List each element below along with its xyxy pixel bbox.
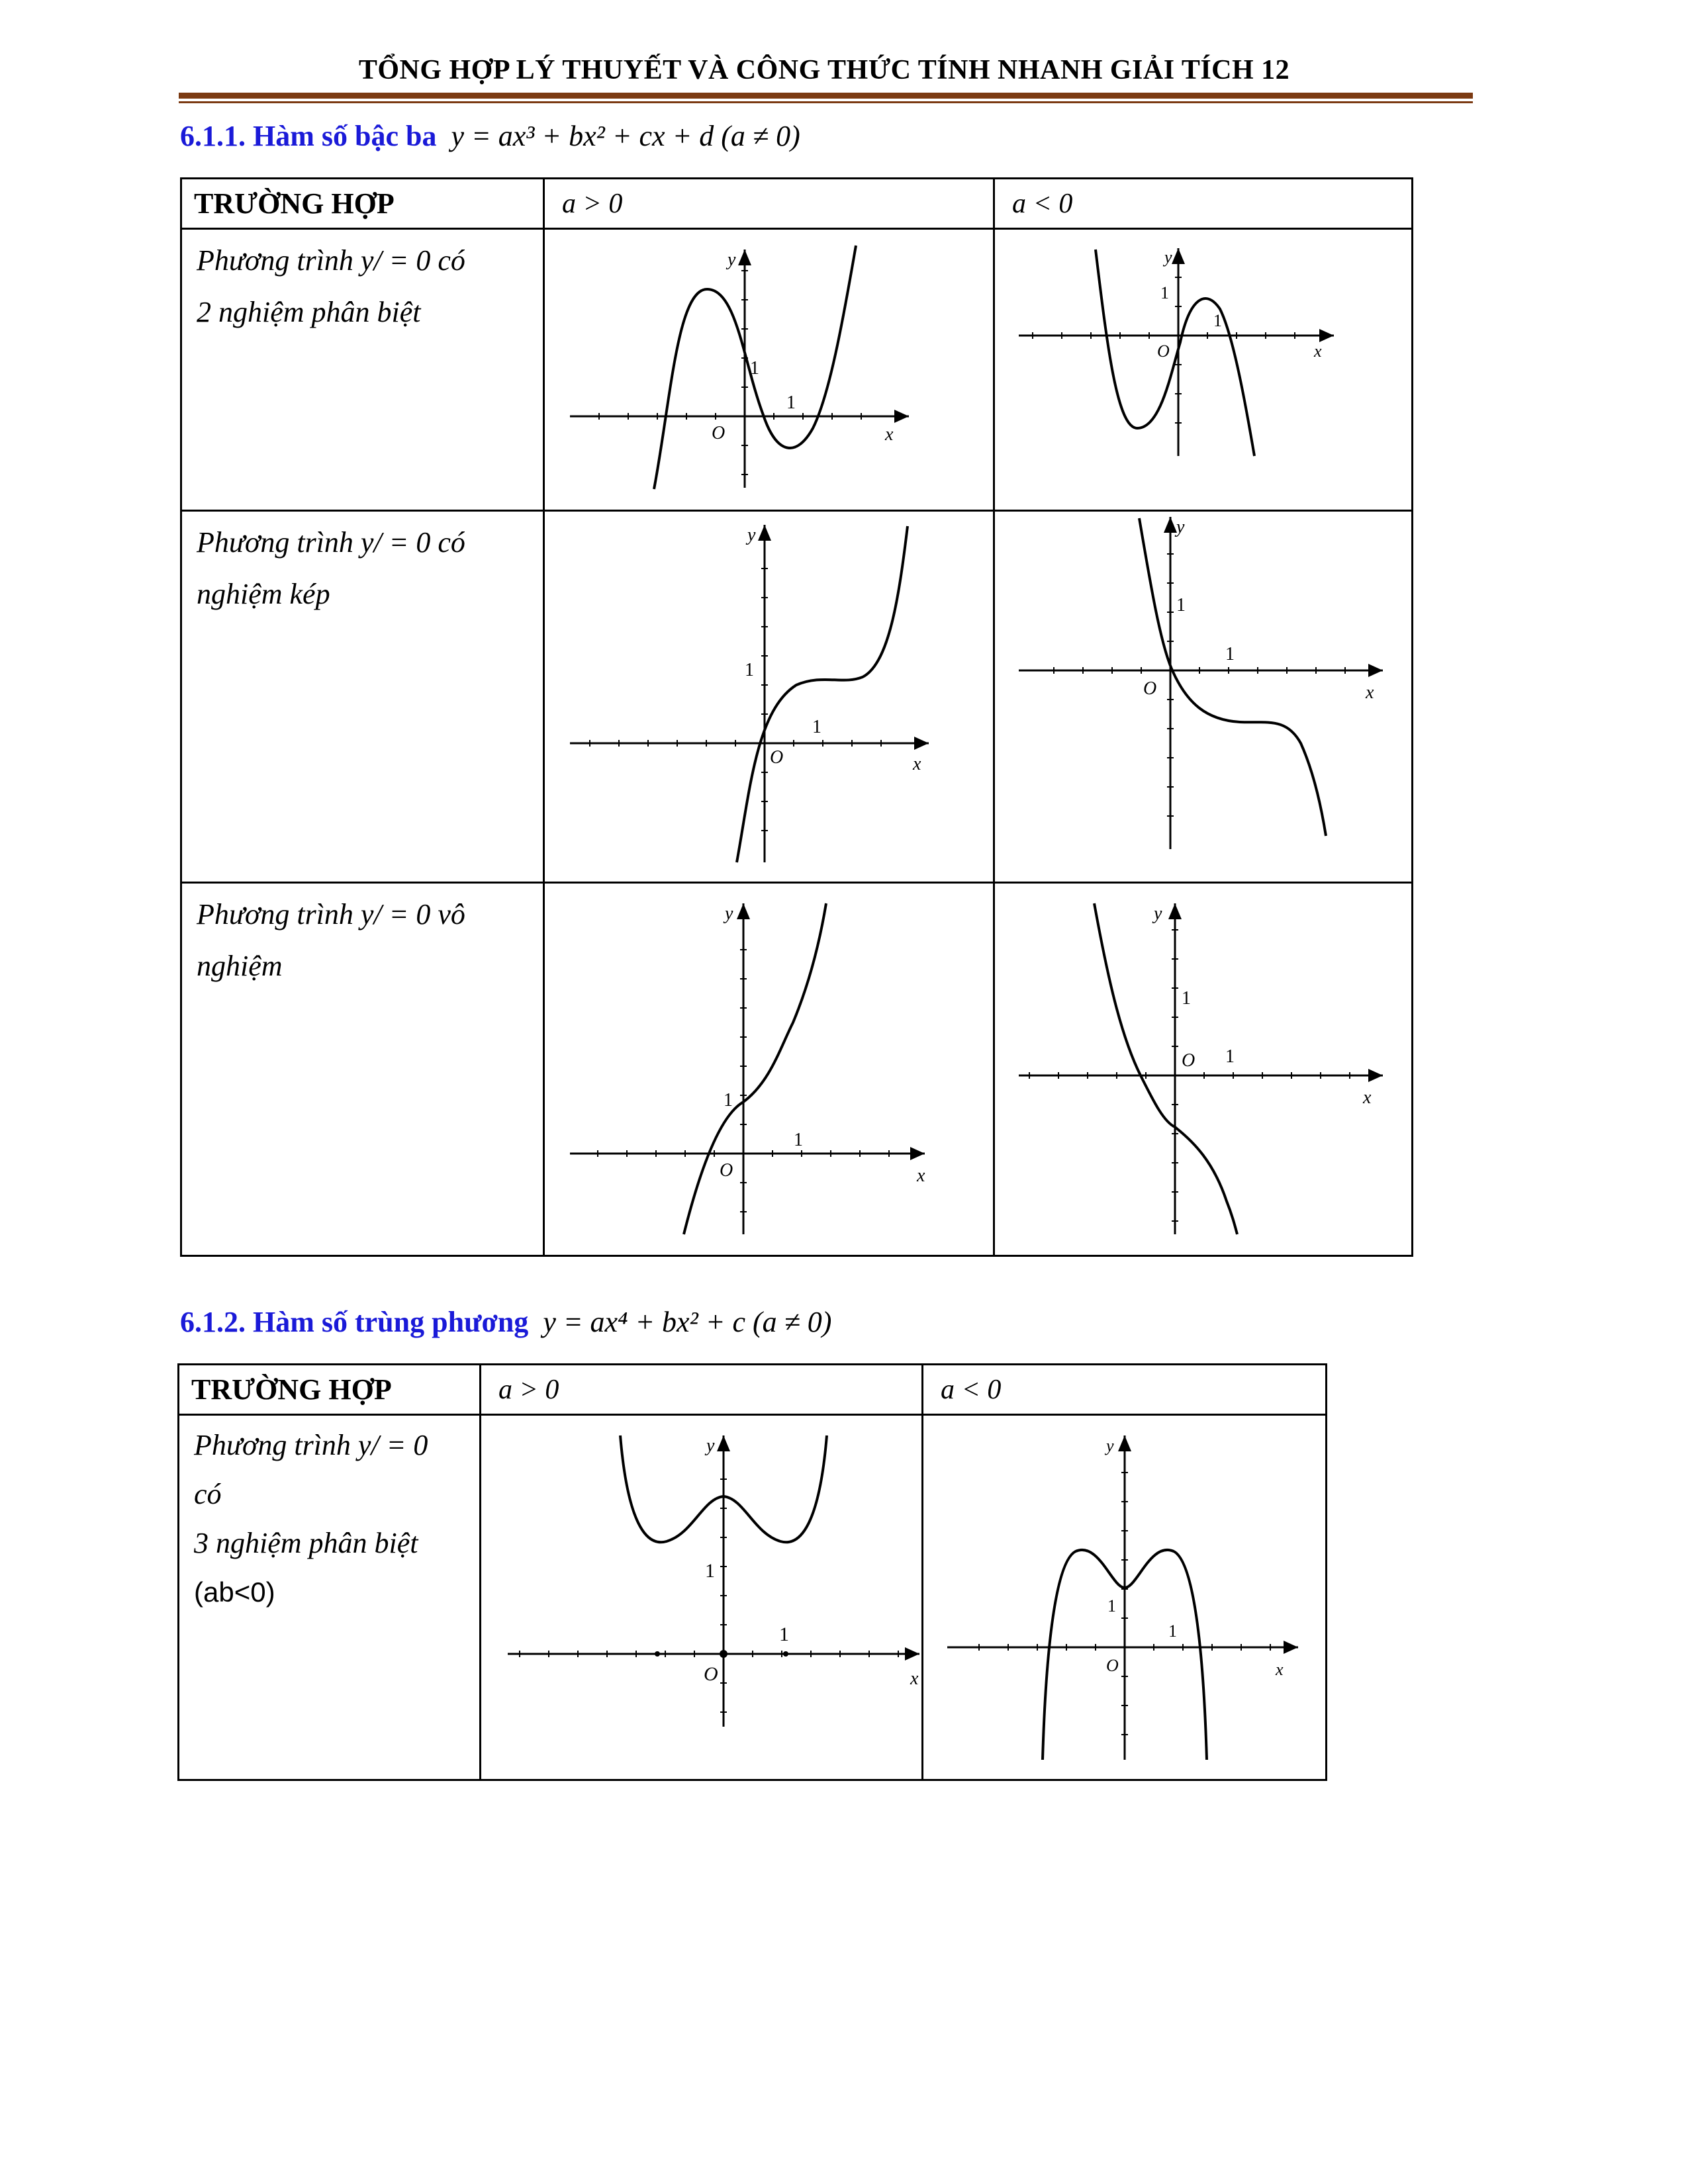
y-axis-arrow	[1164, 517, 1177, 533]
x-axis-arrow	[894, 410, 909, 423]
cubic-col-pos: a > 0	[544, 179, 994, 229]
cubic-header-row	[181, 179, 1413, 229]
origin-label: O	[770, 747, 784, 768]
tick-label-x1: 1	[779, 1623, 789, 1645]
x-axis-arrow	[910, 1147, 925, 1160]
origin-label: O	[1106, 1656, 1119, 1675]
x-label: x	[917, 1165, 925, 1186]
origin-label: O	[720, 1160, 733, 1181]
cubic-row1-line2: 2 nghiệm phân biệt	[197, 296, 421, 328]
cubic-row-two-roots	[181, 229, 1413, 511]
quartic-row1-text	[179, 1415, 481, 1780]
x-axis-arrow	[1368, 664, 1383, 677]
origin-label: O	[1157, 341, 1170, 361]
y-label: y	[1176, 517, 1185, 537]
quartic-row1-line4: (ab<0)	[194, 1576, 275, 1608]
quartic-row1-pos-cell	[481, 1415, 923, 1780]
y-label: y	[747, 525, 756, 545]
cubic-double-root-neg-graph	[995, 512, 1411, 878]
x-label: x	[1276, 1660, 1284, 1679]
tick-label-y1: 1	[705, 1560, 715, 1582]
quartic-col-case: TRƯỜNG HỢP	[179, 1365, 481, 1415]
y-axis-arrow	[717, 1435, 730, 1451]
section-1-formula: y = ax³ + bx² + cx + d (a ≠ 0)	[451, 120, 800, 152]
y-axis-arrow	[1168, 903, 1182, 919]
quartic-row-three-roots	[179, 1415, 1327, 1780]
quartic-row1-line3: 3 nghiệm phân biệt	[194, 1527, 418, 1559]
curve	[684, 903, 826, 1234]
tick-label-x1: 1	[1168, 1621, 1177, 1641]
cubic-row3-line2: nghiệm	[197, 950, 283, 982]
x-label: x	[1363, 1087, 1372, 1108]
y-axis-arrow	[737, 903, 750, 919]
x-label: x	[910, 1668, 919, 1689]
page-header: TỔNG HỢP LÝ THUYẾT VÀ CÔNG THỨC TÍNH NHANH GIẢI TÍCH 12	[358, 55, 1290, 85]
tick-label-x1: 1	[812, 717, 821, 737]
x-label: x	[913, 754, 921, 774]
origin-label: O	[704, 1663, 718, 1685]
cubic-row3-text	[181, 883, 544, 1256]
cubic-two-roots-pos-graph	[545, 230, 992, 506]
cubic-row1-neg-cell	[994, 229, 1413, 511]
cubic-no-root-pos-graph	[545, 884, 992, 1251]
curve	[737, 526, 908, 862]
origin-dot	[720, 1650, 727, 1658]
cubic-row3-pos-cell	[544, 883, 994, 1256]
quartic-col-neg: a < 0	[923, 1365, 1327, 1415]
tick-label-y1: 1	[745, 660, 754, 680]
section-2-number: 6.1.2. Hàm số trùng phương	[180, 1306, 529, 1338]
quartic-neg-graph	[923, 1416, 1325, 1776]
tick-label-x1: 1	[794, 1130, 803, 1150]
x-axis-arrow	[1368, 1069, 1383, 1082]
tick-label-y1: 1	[1182, 988, 1191, 1009]
cubic-row3-line1: Phương trình y/ = 0 vô	[197, 898, 465, 931]
cubic-table	[180, 177, 1413, 1257]
y-label: y	[725, 903, 733, 924]
tick-label-y1: 1	[750, 358, 759, 379]
tick-label-y1: 1	[724, 1090, 733, 1111]
cubic-row3-neg-cell	[994, 883, 1413, 1256]
header-rule-thin	[179, 101, 1473, 103]
tick-label-x1: 1	[1213, 311, 1222, 330]
cubic-col-case: TRƯỜNG HỢP	[181, 179, 544, 229]
quartic-col-pos: a > 0	[481, 1365, 923, 1415]
y-axis-arrow	[1172, 248, 1185, 264]
tick-label-x1: 1	[1225, 644, 1235, 664]
section-1-number: 6.1.1. Hàm số bậc ba	[180, 120, 437, 152]
y-axis-arrow	[1118, 1435, 1131, 1451]
tick-label-x1: 1	[1225, 1046, 1235, 1067]
section-2-formula: y = ax⁴ + bx² + c (a ≠ 0)	[543, 1306, 832, 1338]
section-1-title	[180, 119, 800, 153]
y-label: y	[706, 1435, 715, 1456]
quartic-pos-graph	[481, 1416, 921, 1776]
y-label: y	[1154, 903, 1162, 924]
cubic-row-double-root	[181, 511, 1413, 883]
curve	[1094, 903, 1237, 1234]
cubic-row2-line1: Phương trình y/ = 0 có	[197, 526, 465, 559]
origin-label: O	[1143, 678, 1157, 699]
cubic-col-neg: a < 0	[994, 179, 1413, 229]
cubic-double-root-pos-graph	[545, 512, 992, 878]
x-axis-arrow	[1284, 1641, 1298, 1654]
cubic-row2-line2: nghiệm kép	[197, 578, 330, 610]
tick-label-y1: 1	[1107, 1596, 1116, 1615]
quartic-row1-line1: Phương trình y/ = 0	[194, 1429, 428, 1461]
cubic-row-no-root	[181, 883, 1413, 1256]
section-2-title	[180, 1305, 831, 1339]
cubic-no-root-neg-graph	[995, 884, 1411, 1251]
origin-label: O	[1182, 1050, 1196, 1071]
quartic-row1-neg-cell	[923, 1415, 1327, 1780]
cubic-two-roots-neg-graph	[995, 230, 1411, 506]
x-label: x	[1366, 682, 1374, 703]
cubic-row1-pos-cell	[544, 229, 994, 511]
x-axis-arrow	[914, 737, 929, 750]
cubic-row2-text	[181, 511, 544, 883]
cubic-row1-text	[181, 229, 544, 511]
y-label: y	[1164, 248, 1172, 267]
cubic-row1-line1: Phương trình y/ = 0 có	[197, 244, 465, 277]
cubic-row2-neg-cell	[994, 511, 1413, 883]
quartic-table	[177, 1363, 1327, 1781]
curve	[1139, 518, 1326, 836]
tick-label-x1: 1	[786, 392, 796, 413]
quartic-row1-line2: có	[194, 1478, 222, 1510]
x-label: x	[885, 424, 894, 445]
x-axis-arrow	[905, 1647, 919, 1661]
cubic-row2-pos-cell	[544, 511, 994, 883]
x-label: x	[1314, 341, 1322, 361]
x-axis-arrow	[1319, 329, 1334, 342]
curve	[1096, 250, 1254, 456]
quartic-header-row	[179, 1365, 1327, 1415]
origin-label: O	[712, 423, 726, 443]
y-axis-arrow	[758, 525, 771, 541]
header-rule-thick	[179, 93, 1473, 99]
x-tick-dot	[655, 1651, 660, 1657]
tick-label-y1: 1	[1160, 283, 1169, 302]
y-label: y	[727, 250, 736, 270]
y-label: y	[1106, 1436, 1114, 1455]
tick-label-y1: 1	[1176, 595, 1186, 615]
y-axis-arrow	[738, 250, 751, 265]
x-tick-dot	[783, 1651, 788, 1657]
